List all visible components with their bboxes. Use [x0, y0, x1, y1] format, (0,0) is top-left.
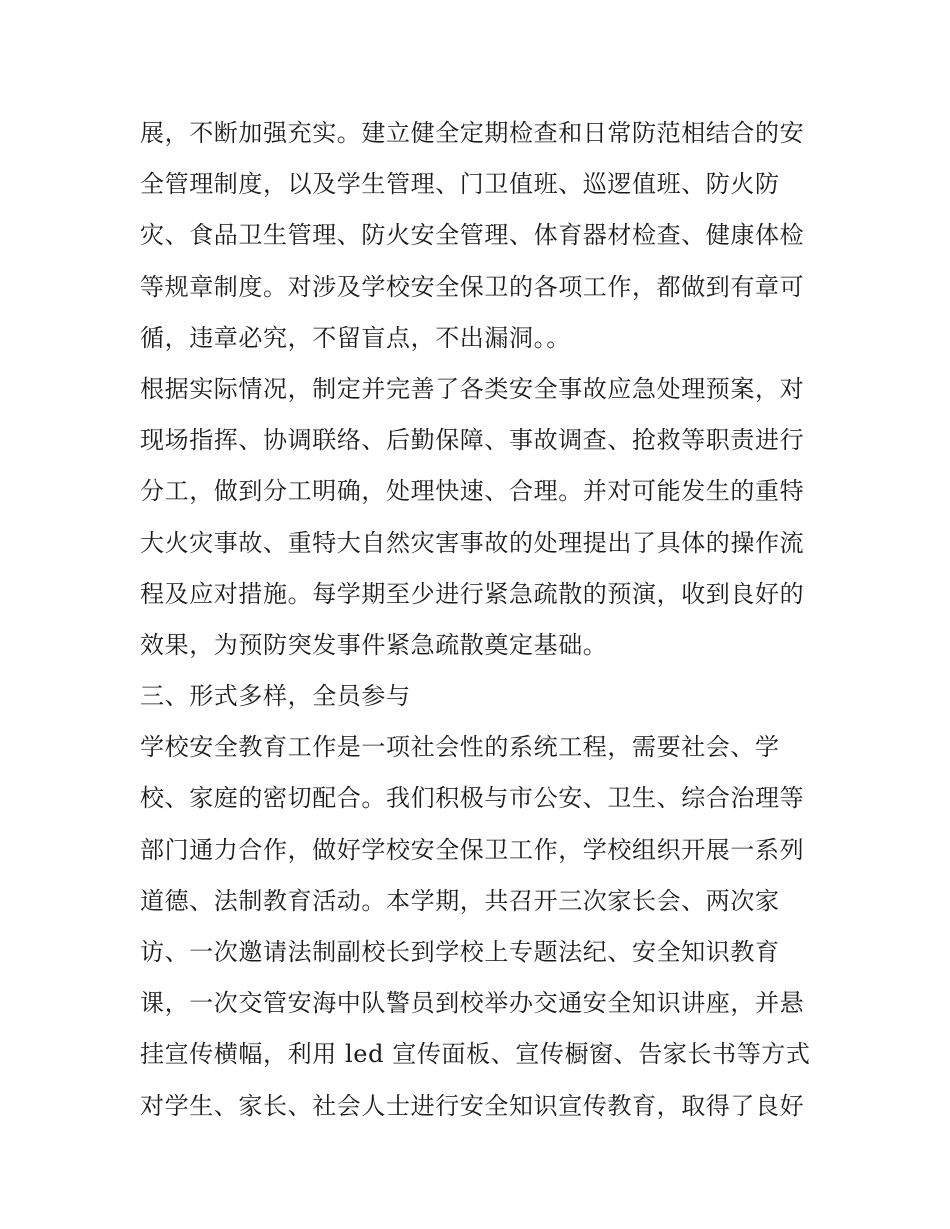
section-heading: 三、形式多样，全员参与 — [140, 682, 411, 711]
text-line: 访、一次邀请法制副校长到学校上专题法纪、安全知识教育 — [140, 938, 780, 966]
document-text-body — [140, 108, 812, 1132]
text-line: 道德、法制教育活动。本学期，共召开三次家长会、两次家 — [140, 886, 780, 915]
text-line: 学校安全教育工作是一项社会性的系统工程，需要社会、学 — [140, 733, 780, 762]
text-line: 大火灾事故、重特大自然灾害事故的处理提出了具体的操作流 — [140, 528, 805, 557]
text-line: 校、家庭的密切配合。我们积极与市公安、卫生、综合治理等 — [140, 784, 805, 813]
text-line: 灾、食品卫生管理、防火安全管理、体育器材检查、健康体检 — [140, 221, 805, 250]
text-line: 循，违章必究，不留盲点，不出漏洞。。 — [140, 323, 571, 352]
text-line: 效果，为预防突发事件紧急疏散奠定基础。 — [140, 630, 608, 659]
text-line: 展，不断加强充实。建立健全定期检查和日常防范相结合的安 — [140, 119, 805, 147]
text-line: 根据实际情况，制定并完善了各类安全事故应急处理预案，对 — [140, 374, 805, 403]
text-line: 课，一次交管安海中队警员到校举办交通安全知识讲座，并悬 — [140, 989, 805, 1018]
text-line: 对学生、家长、社会人士进行安全知识宣传教育，取得了良好 — [140, 1091, 805, 1120]
text-line: 等规章制度。对涉及学校安全保卫的各项工作，都做到有章可 — [140, 272, 805, 301]
text-line: 程及应对措施。每学期至少进行紧急疏散的预演，收到良好的 — [140, 579, 805, 608]
text-line: 部门通力合作，做好学校安全保卫工作，学校组织开展一系列 — [140, 835, 805, 864]
text-line: 挂宣传横幅，利用 led 宣传面板、宣传橱窗、告家长书等方式 — [140, 1040, 811, 1069]
text-line: 全管理制度，以及学生管理、门卫值班、巡逻值班、防火防 — [140, 170, 780, 199]
text-line: 分工，做到分工明确，处理快速、合理。并对可能发生的重特 — [140, 477, 805, 506]
text-line: 现场指挥、协调联络、后勤保障、事故调查、抢救等职责进行 — [140, 426, 805, 455]
